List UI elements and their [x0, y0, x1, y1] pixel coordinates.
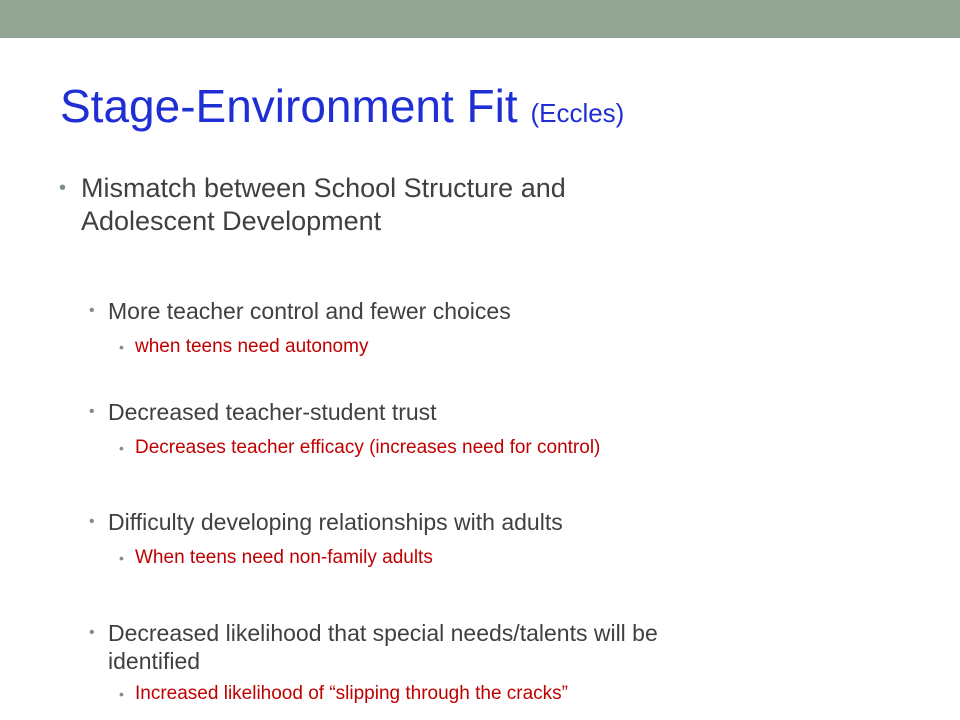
title-subtitle: (Eccles)	[530, 98, 625, 128]
bullet-icon: •	[89, 302, 95, 319]
sub-item-1	[119, 335, 369, 359]
sub-item-label: when teens need autonomy	[135, 336, 369, 357]
main-point-line2: Adolescent Development	[81, 206, 382, 236]
sub-item-3	[119, 546, 433, 570]
sub-item-2	[119, 436, 601, 460]
bullet-icon: •	[119, 339, 124, 355]
list-item-label-line2: identified	[108, 648, 201, 674]
bullet-icon: •	[89, 513, 95, 530]
list-item-3	[89, 508, 563, 536]
title-main: Stage-Environment Fit	[60, 80, 518, 132]
bullet-icon: •	[119, 550, 124, 566]
list-item-2	[89, 398, 437, 426]
list-item-label: Difficulty developing relationships with adults	[108, 509, 563, 535]
sub-item-label: When teens need non-family adults	[135, 547, 433, 568]
sub-item-label: Decreases teacher efficacy (increases need for control)	[135, 437, 601, 458]
list-item-4	[89, 619, 658, 675]
sub-item-label: Increased likelihood of “slipping through the cracks”	[135, 683, 569, 704]
main-point-line1: Mismatch between School Structure and	[81, 173, 566, 203]
bullet-icon: •	[59, 177, 67, 199]
bullet-icon: •	[119, 686, 124, 702]
list-item-label-line1: Decreased likelihood that special needs/talents will be	[108, 620, 658, 646]
bullet-icon: •	[89, 624, 95, 641]
bullet-icon: •	[119, 440, 124, 456]
main-point	[59, 172, 566, 238]
list-item-1	[89, 297, 511, 325]
list-item-label: More teacher control and fewer choices	[108, 298, 511, 324]
sub-item-4	[119, 682, 569, 706]
bullet-icon: •	[89, 403, 95, 420]
list-item-label: Decreased teacher-student trust	[108, 399, 437, 425]
